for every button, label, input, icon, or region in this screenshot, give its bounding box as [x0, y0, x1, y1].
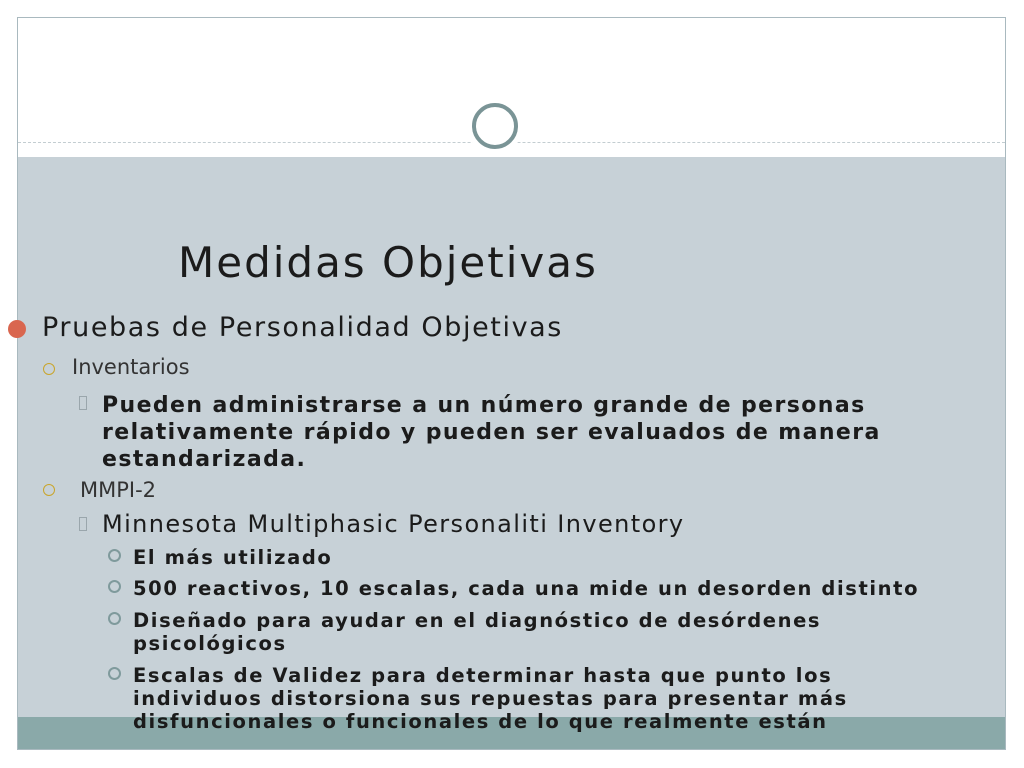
level1-heading: Pruebas de Personalidad Objetivas	[42, 312, 563, 343]
ring-ornament-inner	[472, 103, 518, 149]
slide-title: Medidas Objetivas	[178, 238, 598, 287]
mmpi-item-2-line-1: 500 reactivos, 10 escalas, cada una mide un desorden distinto	[133, 577, 920, 600]
ring-ornament-icon	[467, 98, 523, 154]
inventarios-point-line-2: relativamente rápido y pueden ser evaluados de manera	[102, 420, 881, 445]
inventarios-point-line-1: Pueden administrarse a un número grande de personas	[102, 393, 866, 418]
level4-bullet-icon	[108, 580, 121, 593]
level4-bullet-icon	[108, 612, 121, 625]
mmpi-item-4-line-1: Escalas de Validez para determinar hasta que punto los	[133, 664, 833, 687]
inventarios-point-line-3: estandarizada.	[102, 447, 307, 472]
mmpi-item-1-line-1: El más utilizado	[133, 546, 333, 569]
level2-bullet-icon	[43, 363, 55, 375]
inventarios-label: Inventarios	[72, 355, 190, 379]
level1-bullet-icon	[8, 320, 26, 338]
mmpi-label: MMPI-2	[80, 478, 157, 502]
level4-bullet-icon	[108, 549, 121, 562]
mmpi-item-4-line-2: individuos distorsiona sus repuestas para presentar más	[133, 687, 848, 710]
mmpi-item-3-line-1: Diseñado para ayudar en el diagnóstico de desórdenes	[133, 609, 822, 632]
mmpi-full-name: Minnesota Multiphasic Personaliti Inventory	[102, 510, 685, 538]
level2-bullet-icon	[43, 484, 55, 496]
mmpi-item-4-line-3: disfuncionales o funcionales de lo que realmente están	[133, 710, 828, 733]
level3-bullet-icon	[79, 396, 87, 410]
level4-bullet-icon	[108, 667, 121, 680]
level3-bullet-icon	[79, 517, 87, 531]
mmpi-item-3-line-2: psicológicos	[133, 632, 287, 655]
